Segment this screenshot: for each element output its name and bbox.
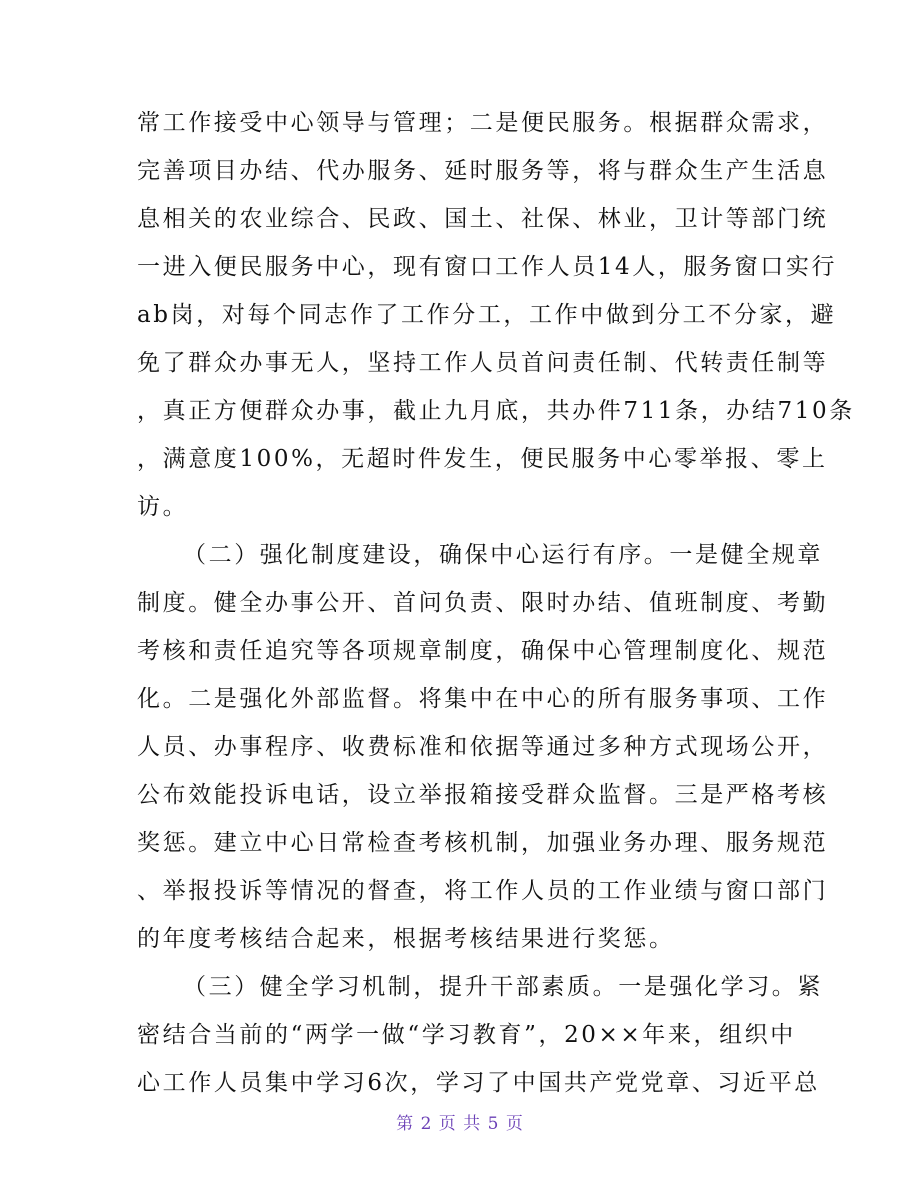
text-line: 免了群众办事无人，坚持工作人员首问责任制、代转责任制等	[137, 350, 829, 376]
text-line: 息相关的农业综合、民政、国土、社保、林业，卫计等部门统	[137, 206, 829, 232]
text-line: 奖惩。建立中心日常检查考核机制，加强业务办理、服务规范	[137, 830, 829, 856]
text-line: ab岗，对每个同志作了工作分工，工作中做到分工不分家，避	[137, 302, 837, 328]
text-line: 心工作人员集中学习6次，学习了中国共产党党章、习近平总	[137, 1070, 820, 1096]
text-line: 考核和责任追究等各项规章制度，确保中心管理制度化、规范	[137, 638, 829, 664]
text-line: 访。	[137, 494, 189, 520]
text-line: 的年度考核结合起来，根据考核结果进行奖惩。	[137, 926, 675, 952]
text-line: 制度。健全办事公开、首问负责、限时办结、值班制度、考勤	[137, 590, 829, 616]
text-line: 完善项目办结、代办服务、延时服务等，将与群众生产生活息	[137, 158, 829, 184]
text-line: 公布效能投诉电话，设立举报箱接受群众监督。三是严格考核	[137, 782, 829, 808]
text-line: 、举报投诉等情况的督查，将工作人员的工作业绩与窗口部门	[137, 878, 829, 904]
text-line: 人员、办事程序、收费标准和依据等通过多种方式现场公开，	[137, 734, 829, 760]
paragraph-start-line: （二）强化制度建设，确保中心运行有序。一是健全规章	[183, 542, 823, 568]
page-number-footer: 第 2 页 共 5 页	[396, 1114, 524, 1134]
text-line: ，满意度100%，无超时件发生，便民服务中心零举报、零上	[137, 446, 828, 472]
text-line: 密结合当前的“两学一做“学习教育”，20××年来，组织中	[137, 1022, 796, 1048]
paragraph-start-line: （三）健全学习机制，提升干部素质。一是强化学习。紧	[183, 974, 823, 1000]
text-line: 常工作接受中心领导与管理；二是便民服务。根据群众需求，	[137, 110, 829, 136]
text-line: 化。二是强化外部监督。将集中在中心的所有服务事项、工作	[137, 686, 829, 712]
text-line: 一进入便民服务中心，现有窗口工作人员14人，服务窗口实行	[137, 254, 838, 280]
text-line: ，真正方便群众办事，截止九月底，共办件711条，办结710条	[137, 398, 855, 424]
